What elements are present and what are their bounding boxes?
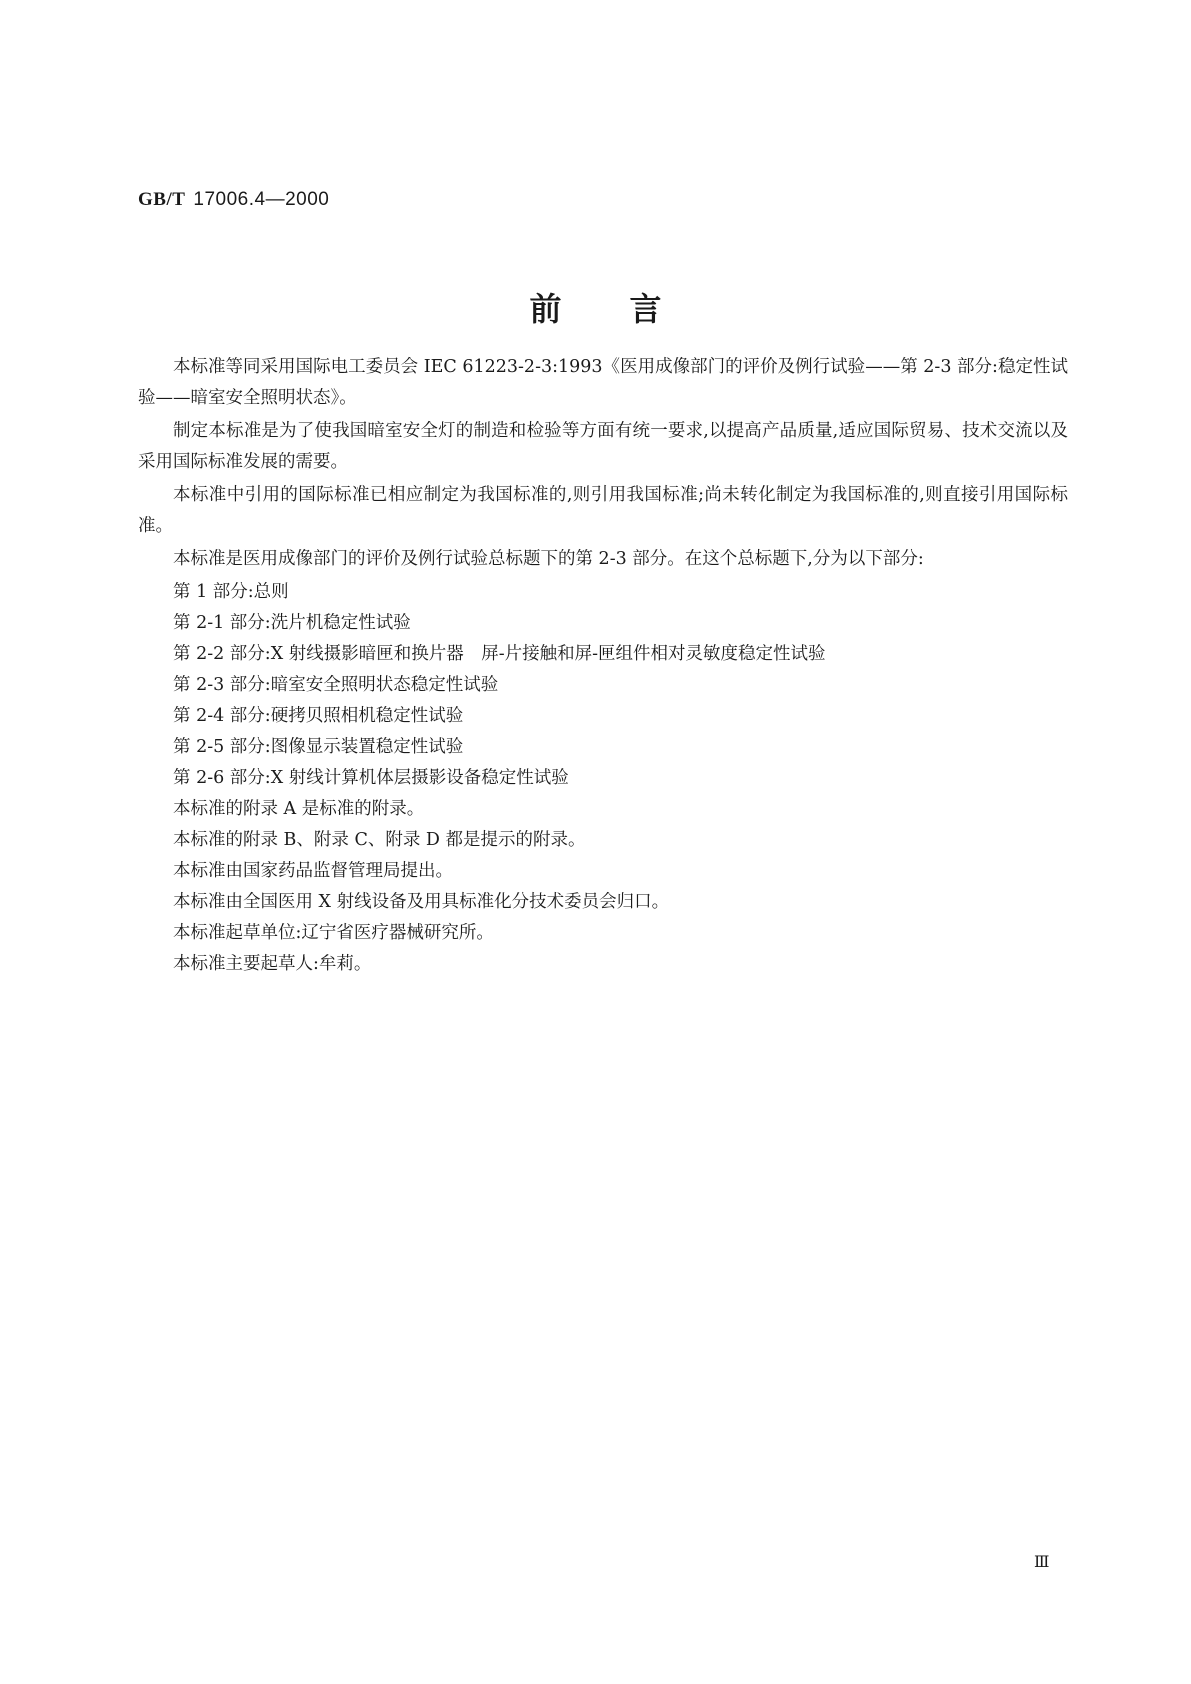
- appendix-bcd-note: 本标准的附录 B、附录 C、附录 D 都是提示的附录。: [173, 830, 586, 850]
- list-item-part-2-4: 第 2-4 部分:硬拷贝照相机稳定性试验: [173, 706, 464, 726]
- committee-note: 本标准由全国医用 X 射线设备及用具标准化分技术委员会归口。: [173, 892, 670, 912]
- document-code: [138, 188, 329, 211]
- list-item-part-2-1: 第 2-1 部分:洗片机稳定性试验: [173, 613, 411, 633]
- list-item-part-2-3: 第 2-3 部分:暗室安全照明状态稳定性试验: [173, 675, 499, 695]
- standard-prefix: GB/T: [138, 189, 186, 210]
- proposer-note: 本标准由国家药品监督管理局提出。: [173, 861, 453, 881]
- paragraph-purpose: 制定本标准是为了使我国暗室安全灯的制造和检验等方面有统一要求,以提高产品质量,适应国际贸易、技术交流以及采用国际标准发展的需要。: [138, 421, 1068, 472]
- foreword-body: [138, 352, 1068, 980]
- paragraph-parts-intro: 本标准是医用成像部门的评价及例行试验总标题下的第 2-3 部分。在这个总标题下,分为以下部分:: [173, 549, 924, 569]
- list-item-part-2-6: 第 2-6 部分:X 射线计算机体层摄影设备稳定性试验: [173, 768, 569, 788]
- page-number: Ⅲ: [1034, 1552, 1050, 1571]
- list-item-part-2-2: 第 2-2 部分:X 射线摄影暗匣和换片器 屏-片接触和屏-匣组件相对灵敏度稳定性试验: [173, 644, 826, 664]
- appendix-a-note: 本标准的附录 A 是标准的附录。: [173, 799, 425, 819]
- standard-number: 17006.4—2000: [193, 189, 330, 210]
- paragraph-references: 本标准中引用的国际标准已相应制定为我国标准的,则引用我国标准;尚未转化制定为我国标准的,则直接引用国际标准。: [138, 485, 1068, 536]
- paragraph-adoption: 本标准等同采用国际电工委员会 IEC 61223-2-3:1993《医用成像部门的评价及例行试验——第 2-3 部分:稳定性试验——暗室安全照明状态》。: [138, 357, 1068, 408]
- list-item-part-2-5: 第 2-5 部分:图像显示装置稳定性试验: [173, 737, 464, 757]
- page-title: 前言: [529, 290, 730, 328]
- drafting-unit-note: 本标准起草单位:辽宁省医疗器械研究所。: [173, 923, 494, 943]
- list-item-part-1: 第 1 部分:总则: [173, 582, 289, 602]
- drafter-note: 本标准主要起草人:牟莉。: [173, 954, 372, 974]
